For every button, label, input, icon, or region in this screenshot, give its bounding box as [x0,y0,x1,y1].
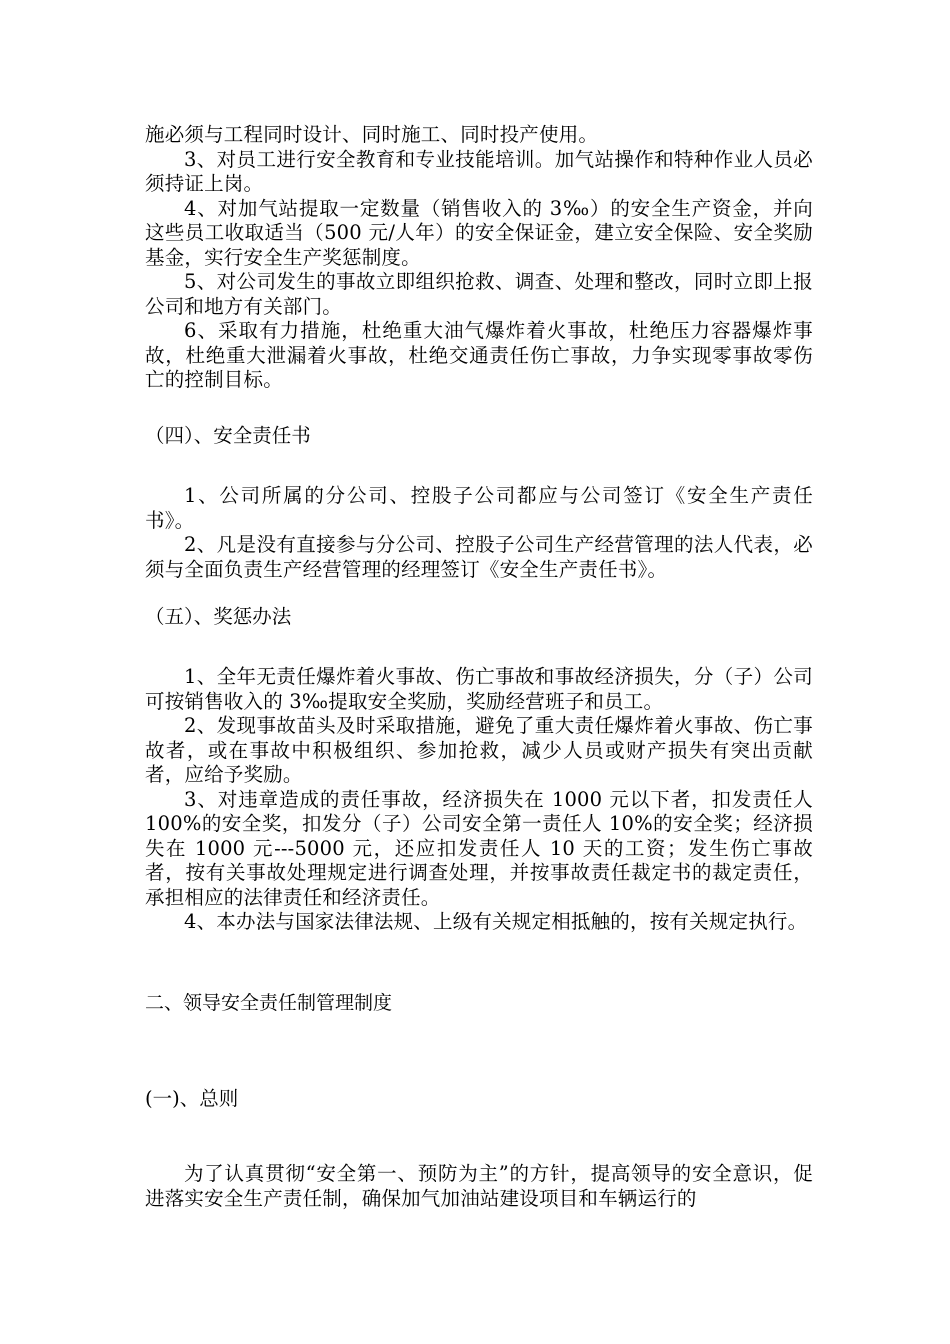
paragraph-reward-1: 1、全年无责任爆炸着火事故、伤亡事故和事故经济损失，分（子）公司可按销售收入的 3‰提取安全奖励，奖励经营班子和员工。 [145,665,813,713]
paragraph-measure-4: 4、对加气站提取一定数量（销售收入的 3‰）的安全生产资金，并向这些员工收取适当（500 元/人年）的安全保证金，建立安全保险、安全奖励基金，实行安全生产奖惩制度。 [145,196,813,269]
section-heading-responsibility-letter: （四）、安全责任书 [145,424,311,447]
chapter-heading-leadership-safety: 二、领导安全责任制管理制度 [145,992,393,1014]
paragraph-letter-1: 1、公司所属的分公司、控股子公司都应与公司签订《安全生产责任书》。 [145,484,813,532]
paragraph-reward-4: 4、本办法与国家法律法规、上级有关规定相抵触的，按有关规定执行。 [184,910,808,933]
paragraph-reward-3: 3、对违章造成的责任事故，经济损失在 1000 元以下者，扣发责任人 100%的安全奖，扣发分（子）公司安全第一责任人 10%的安全奖；经济损失在 1000 元---5000 元，还应扣发责任人 10 天的工资；发生伤亡事故者，按有关事故处理规定进行调查处理，并按事故责任裁定书的裁定责任，承担相应的法律责任和经济责任。 [145,787,813,909]
section-measures-continued [145,123,813,393]
paragraph-letter-2: 2、凡是没有直接参与分公司、控股子公司生产经营管理的法人代表，必须与全面负责生产经营管理的经理签订《安全生产责任书》。 [145,533,813,581]
section-general [145,1162,813,1211]
section-rewards-penalties [145,665,813,935]
paragraph-measure-3: 3、对员工进行安全教育和专业技能培训。加气站操作和特种作业人员必须持证上岗。 [145,147,813,195]
section-heading-rewards-penalties: （五）、奖惩办法 [145,605,292,628]
paragraph-reward-2: 2、发现事故苗头及时采取措施，避免了重大责任爆炸着火事故、伤亡事故者，或在事故中积极组织、参加抢救，减少人员或财产损失有突出贡献者，应给予奖励。 [145,714,813,786]
subsection-heading-general: (一)、总则 [145,1087,239,1110]
paragraph-measure-6: 6、采取有力措施，杜绝重大油气爆炸着火事故，杜绝压力容器爆炸事故，杜绝重大泄漏着火事故，杜绝交通责任伤亡事故，力争实现零事故零伤亡的控制目标。 [145,319,813,391]
section-responsibility-letter [145,484,813,582]
paragraph-general-1: 为了认真贯彻“安全第一、预防为主”的方针，提高领导的安全意识，促进落实安全生产责任制，确保加气加油站建设项目和车辆运行的 [145,1162,813,1210]
paragraph-measure-5: 5、对公司发生的事故立即组织抢救、调查、处理和整改，同时立即上报公司和地方有关部门。 [145,270,813,318]
paragraph-measures-continuation: 施必须与工程同时设计、同时施工、同时投产使用。 [145,123,599,146]
